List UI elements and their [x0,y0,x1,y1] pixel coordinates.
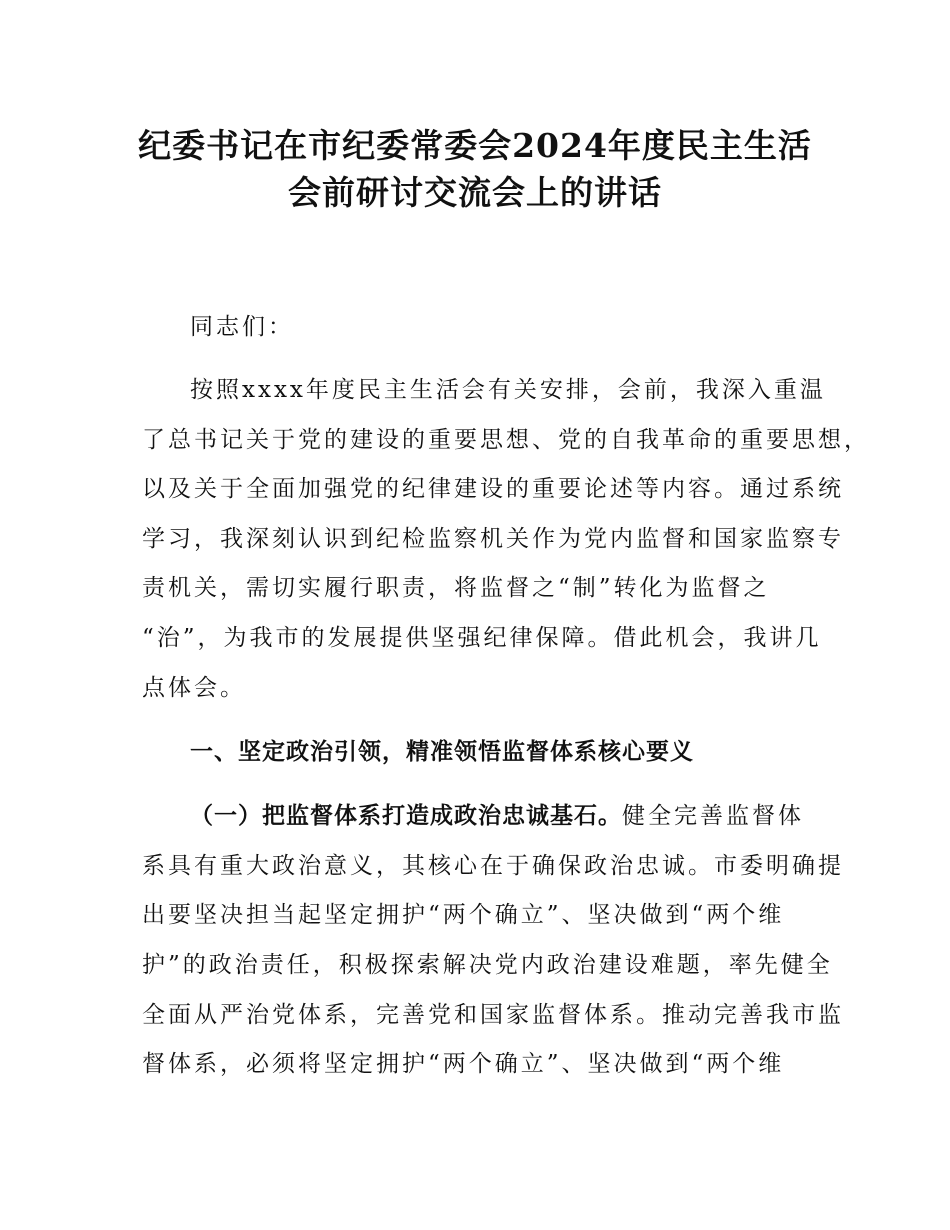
subsection-1-heading: （一）把监督体系打造成政治忠诚基石。 [190,803,622,829]
paragraph-2-line-3: 出要坚决担当起坚定拥护“两个确立”、坚决做到“两个维 [142,902,785,928]
paragraph-1-line-2: 了总书记关于党的建设的重要思想、党的自我革命的重要思想， [142,427,870,453]
paragraph-2-line-5: 全面从严治党体系，完善党和国家监督体系。推动完善我市监 [142,1002,844,1028]
paragraph-2-line-2: 系具有重大政治意义，其核心在于确保政治忠诚。市委明确提 [142,853,844,879]
document-title-line-1: 纪委书记在市纪委常委会2024年度民主生活 [138,126,812,165]
paragraph-1-line-1: 按照xxxx年度民主生活会有关安排，会前，我深入重温 [190,377,826,403]
paragraph-1-line-7: 点体会。 [142,675,246,701]
salutation: 同志们： [190,314,294,340]
paragraph-1-line-6: “治”，为我市的发展提供坚强纪律保障。借此机会，我讲几 [142,625,822,651]
paragraph-1-line-3: 以及关于全面加强党的纪律建设的重要论述等内容。通过系统 [142,476,844,502]
paragraph-2-line-6: 督体系，必须将坚定拥护“两个确立”、坚决做到“两个维 [142,1051,785,1077]
section-1-heading: 一、坚定政治引领，精准领悟监督体系核心要义 [190,739,694,765]
paragraph-2-line-4: 护”的政治责任，积极探索解决党内政治建设难题，率先健全 [142,952,833,978]
paragraph-1-line-5: 责机关，需切实履行职责，将监督之“制”转化为监督之 [142,575,770,601]
paragraph-2-line-1-text: 健全完善监督体 [622,803,804,829]
document-title-line-2: 会前研讨交流会上的讲话 [288,173,662,212]
paragraph-1-line-4: 学习，我深刻认识到纪检监察机关作为党内监督和国家监察专 [142,526,844,552]
paragraph-2-line-1 [190,801,890,831]
